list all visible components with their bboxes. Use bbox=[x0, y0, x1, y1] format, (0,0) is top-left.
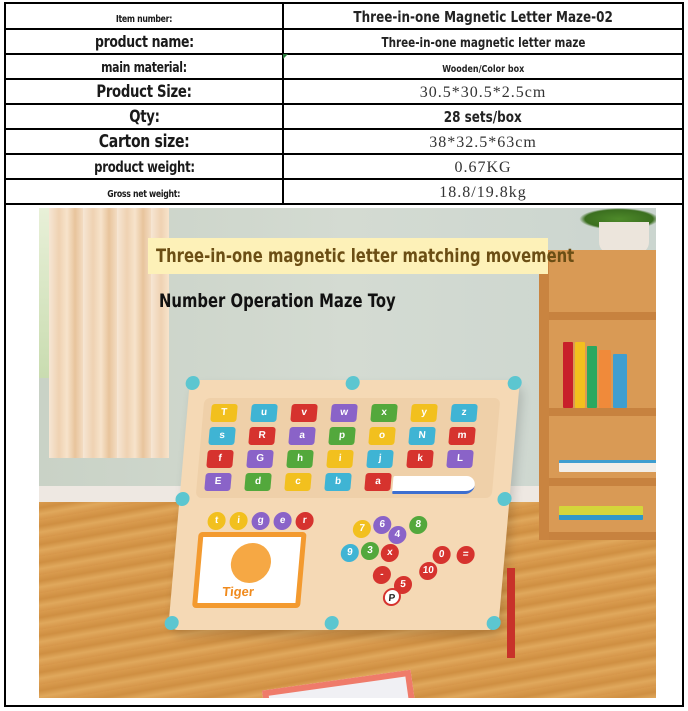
spec-value-cell[interactable] bbox=[283, 104, 682, 129]
spec-sheet bbox=[4, 2, 684, 707]
letter-tile: u bbox=[250, 404, 278, 422]
letter-tile: c bbox=[284, 473, 312, 491]
spec-row bbox=[6, 129, 682, 154]
bookshelf bbox=[539, 250, 656, 540]
number-dot: 0 bbox=[432, 546, 452, 564]
letter-tile: a bbox=[364, 473, 392, 491]
spec-value-cell[interactable] bbox=[283, 54, 682, 79]
tiger-picture-card bbox=[192, 532, 307, 608]
spec-value: 38*32.5*63cm bbox=[429, 133, 537, 151]
number-dot: - bbox=[372, 566, 392, 584]
spec-value-cell[interactable] bbox=[283, 79, 682, 104]
spec-label: product weight: bbox=[93, 158, 195, 176]
letter-tile: i bbox=[326, 450, 354, 468]
letter-tile: T bbox=[210, 404, 238, 422]
spec-label: main material: bbox=[101, 60, 187, 76]
letter-tile: o bbox=[368, 427, 396, 445]
spec-value: 28 sets/box bbox=[444, 108, 522, 126]
spec-value-cell[interactable] bbox=[283, 129, 682, 154]
spec-label: Gross net weight: bbox=[107, 189, 181, 200]
number-dot: 10 bbox=[418, 562, 438, 580]
spec-label-cell[interactable] bbox=[6, 79, 283, 104]
spec-value: 0.67KG bbox=[454, 158, 512, 176]
spec-value-cell[interactable] bbox=[283, 4, 682, 29]
spec-value: 18.8/19.8kg bbox=[439, 183, 527, 201]
spec-table bbox=[6, 4, 682, 205]
number-dot: 7 bbox=[352, 520, 372, 538]
subheadline-text: Number Operation Maze Toy bbox=[159, 290, 396, 312]
spec-value: Three-in-one Magnetic Letter Maze-02 bbox=[353, 7, 613, 26]
letter-tile: a bbox=[288, 427, 316, 445]
spec-row bbox=[6, 179, 682, 204]
headline-text: Three-in-one magnetic letter matching movement bbox=[156, 245, 575, 267]
spec-row bbox=[6, 4, 682, 29]
number-dot: 9 bbox=[340, 544, 360, 562]
letter-tile: s bbox=[208, 427, 236, 445]
spec-label: Qty: bbox=[128, 106, 160, 127]
spec-row bbox=[6, 54, 682, 79]
spec-label-cell[interactable] bbox=[6, 154, 283, 179]
letter-tile: h bbox=[286, 450, 314, 468]
spec-label-cell[interactable] bbox=[6, 179, 283, 204]
spec-row bbox=[6, 29, 682, 54]
number-dot: = bbox=[456, 546, 476, 564]
letter-tile: j bbox=[366, 450, 394, 468]
word-letter-dot: g bbox=[251, 512, 271, 530]
picture-word: Tiger bbox=[221, 584, 255, 599]
headline-banner bbox=[148, 238, 575, 274]
spec-label-cell[interactable] bbox=[6, 29, 283, 54]
spec-label-cell[interactable] bbox=[6, 54, 283, 79]
word-letter-dot: e bbox=[273, 512, 293, 530]
spec-label-cell[interactable] bbox=[6, 104, 283, 129]
letter-tile: f bbox=[206, 450, 234, 468]
spec-label: Product Size: bbox=[96, 81, 192, 102]
subheadline bbox=[159, 290, 462, 312]
spec-value-cell[interactable] bbox=[283, 29, 682, 54]
number-dot: 5 bbox=[393, 576, 413, 594]
letter-tile: b bbox=[324, 473, 352, 491]
spec-label: product name: bbox=[94, 32, 194, 51]
letter-tile: w bbox=[330, 404, 358, 422]
letter-tile: x bbox=[370, 404, 398, 422]
spec-value: Wooden/Color box bbox=[441, 64, 525, 75]
spec-value: Three-in-one magnetic letter maze bbox=[381, 36, 585, 51]
number-dot: 8 bbox=[408, 516, 428, 534]
spec-label-cell[interactable] bbox=[6, 4, 283, 29]
word-letter-dot: t bbox=[207, 512, 227, 530]
spec-label-cell[interactable] bbox=[6, 129, 283, 154]
word-letter-dot: r bbox=[295, 512, 315, 530]
word-letter-dot: i bbox=[229, 512, 249, 530]
tiger-icon bbox=[229, 543, 272, 583]
letter-tile: R bbox=[248, 427, 276, 445]
spec-row bbox=[6, 79, 682, 104]
letter-tile: N bbox=[408, 427, 436, 445]
spec-label: Carton size: bbox=[98, 131, 190, 152]
cell-comment-marker bbox=[283, 54, 288, 59]
train-icon bbox=[392, 476, 476, 494]
spec-label: Item number: bbox=[115, 13, 173, 25]
number-dot: 6 bbox=[372, 516, 392, 534]
spec-value-cell[interactable] bbox=[283, 179, 682, 204]
letter-tile: E bbox=[204, 473, 232, 491]
letter-tile: G bbox=[246, 450, 274, 468]
letter-tile: L bbox=[446, 450, 474, 468]
number-dot: x bbox=[380, 544, 400, 562]
letter-tile: v bbox=[290, 404, 318, 422]
letter-tile: y bbox=[410, 404, 438, 422]
letter-tile: d bbox=[244, 473, 272, 491]
number-dot: 4 bbox=[388, 526, 408, 544]
letter-tile: k bbox=[406, 450, 434, 468]
spec-row bbox=[6, 104, 682, 129]
letter-tile: m bbox=[448, 427, 476, 445]
spec-value-cell[interactable] bbox=[283, 154, 682, 179]
letter-tile: p bbox=[328, 427, 356, 445]
product-photo bbox=[39, 208, 656, 698]
spec-value: 30.5*30.5*2.5cm bbox=[419, 83, 547, 101]
magnetic-maze-board bbox=[168, 380, 520, 630]
number-dot: 3 bbox=[360, 542, 380, 560]
board-stand bbox=[507, 568, 515, 658]
parking-sign-icon: P bbox=[382, 588, 402, 606]
spec-row bbox=[6, 154, 682, 179]
letter-tile: z bbox=[450, 404, 478, 422]
